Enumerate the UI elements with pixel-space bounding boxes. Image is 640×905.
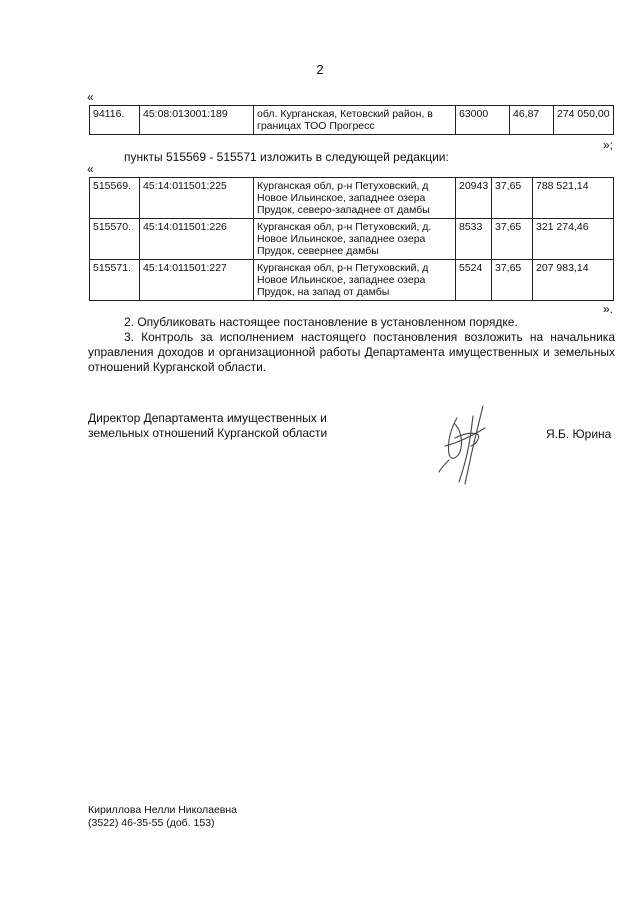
- rate: 46,87: [510, 106, 554, 135]
- table-row: [90, 178, 614, 219]
- cadastral-number: 45:14:011501:226: [140, 219, 254, 260]
- paragraph-2: 2. Опубликовать настоящее постановление в установленном порядке.: [124, 315, 518, 329]
- address: обл. Курганская, Кетовский район, в границах ТОО Прогресс: [254, 106, 456, 135]
- value: 274 050,00: [554, 106, 614, 135]
- cadastral-number: 45:14:011501:227: [140, 260, 254, 301]
- row-number: 94116.: [90, 106, 140, 135]
- area: 8533: [456, 219, 492, 260]
- address: Курганская обл, р-н Петуховский, д Новое Ильинское, западнее озера Прудок, на запад от дамбы: [254, 260, 456, 301]
- rate: 37,65: [492, 178, 533, 219]
- row-number: 515569.: [90, 178, 140, 219]
- table-row: [90, 106, 614, 135]
- signer-name: Я.Б. Юрина: [546, 427, 612, 441]
- cadastral-number: 45:08:013001:189: [140, 106, 254, 135]
- area: 20943: [456, 178, 492, 219]
- executor-phone: (3522) 46-35-55 (доб. 153): [88, 817, 215, 829]
- close-quote-1: »;: [603, 138, 614, 152]
- handwritten-signature: [425, 398, 515, 488]
- row-number: 515570.: [90, 219, 140, 260]
- page-number: 2: [316, 62, 324, 77]
- address: Курганская обл, р-н Петуховский, д. Новое Ильинское, западнее озера Прудок, севернее дамбы: [254, 219, 456, 260]
- area: 5524: [456, 260, 492, 301]
- cadastral-number: 45:14:011501:225: [140, 178, 254, 219]
- table-row: [90, 219, 614, 260]
- close-quote-2: ».: [603, 302, 614, 316]
- intro-text: пункты 515569 - 515571 изложить в следующей редакции:: [124, 150, 449, 164]
- value: 321 274,46: [533, 219, 614, 260]
- address: Курганская обл, р-н Петуховский, д Новое Ильинское, западнее озера Прудок, северо-западнее от дамбы: [254, 178, 456, 219]
- value: 788 521,14: [533, 178, 614, 219]
- open-quote-2: «: [87, 162, 94, 176]
- table-row: [90, 260, 614, 301]
- parcel-table-2: [89, 177, 614, 301]
- parcel-table-1: [89, 105, 614, 135]
- row-number: 515571.: [90, 260, 140, 301]
- paragraph-3: 3. Контроль за исполнением настоящего постановления возложить на начальника управления доходов и организационной работы Департамента имущественных и земельных отношений Курганской области.: [88, 330, 615, 374]
- signer-title-line-1: Директор Департамента имущественных и: [88, 411, 327, 425]
- executor-name: Кириллова Нелли Николаевна: [88, 804, 238, 816]
- area: 63000: [456, 106, 510, 135]
- signer-title-line-2: земельных отношений Курганской области: [88, 426, 328, 440]
- open-quote-1: «: [87, 90, 94, 104]
- rate: 37,65: [492, 260, 533, 301]
- value: 207 983,14: [533, 260, 614, 301]
- rate: 37,65: [492, 219, 533, 260]
